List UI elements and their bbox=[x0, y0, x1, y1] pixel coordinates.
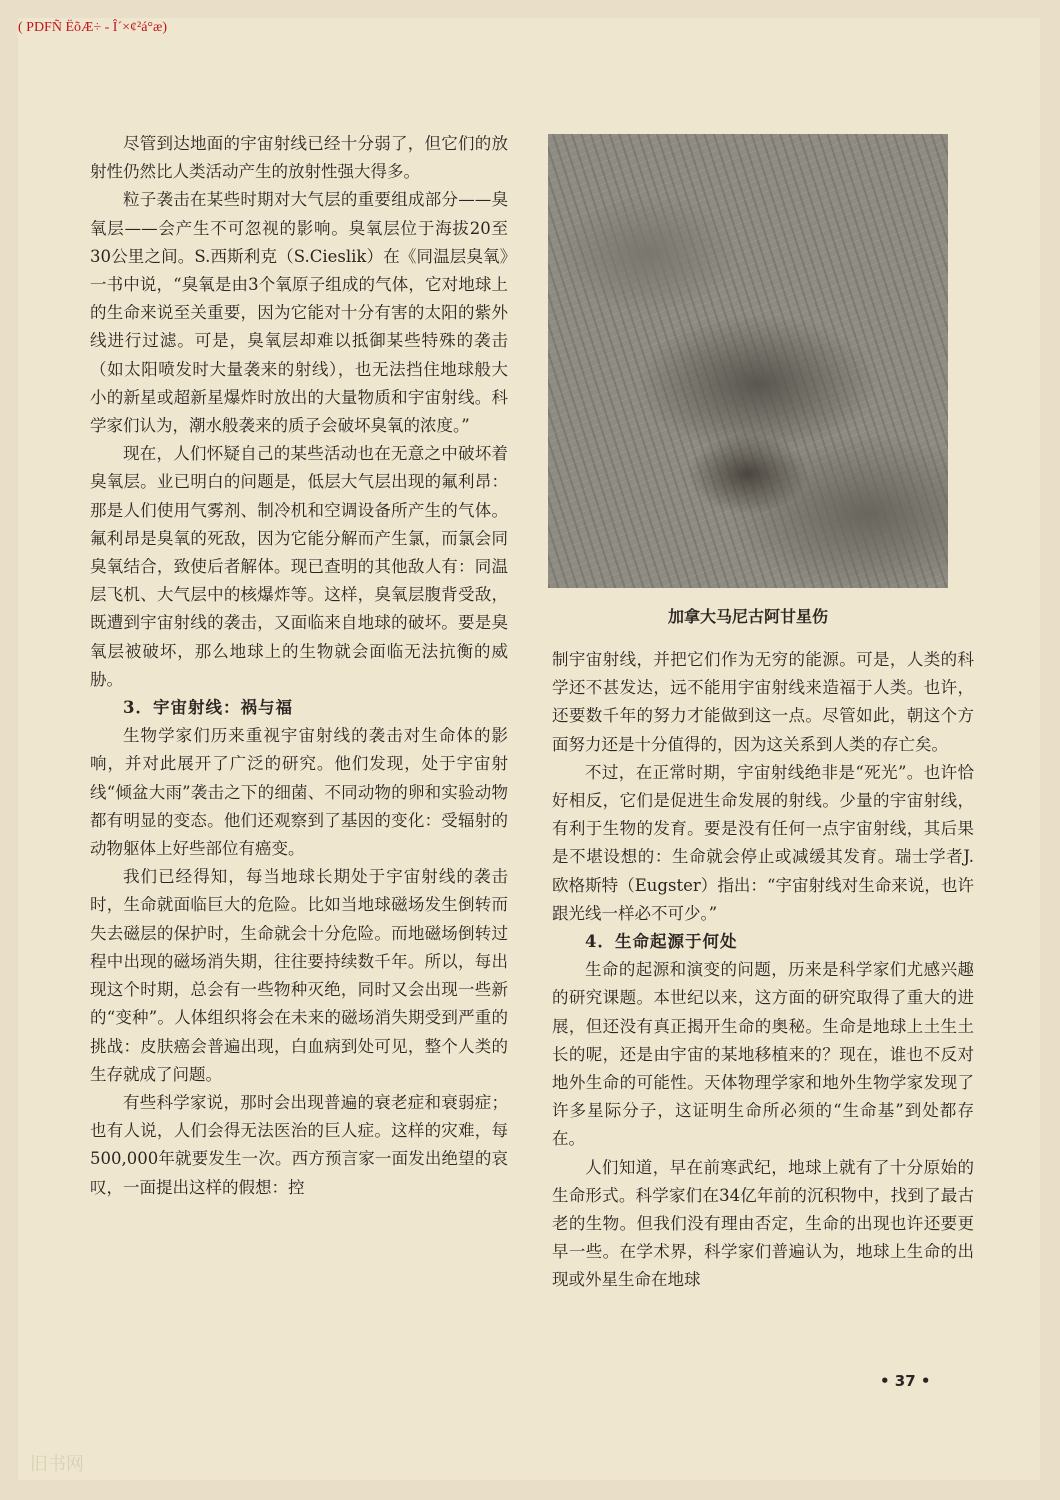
paragraph: 生物学家们历来重视宇宙射线的袭击对生命体的影响，并对此展开了广泛的研究。他们发现，处于宇宙射线“倾盆大雨”袭击之下的细菌、不同动物的卵和实验动物都有明显的变态。他们还观察到了基因的变化：受辐射的动物躯体上好些部位有癌变。 bbox=[90, 726, 508, 859]
right-text-column bbox=[552, 646, 974, 1295]
crater-photo bbox=[548, 134, 948, 588]
paragraph: 我们已经得知，每当地球长期处于宇宙射线的袭击时，生命就面临巨大的危险。比如当地球磁场发生倒转而失去磁层的保护时，生命就会十分危险。而地磁场倒转过程中出现的磁场消失期，往往要持续数千年。所以，每出现这个时期，总会有一些物种灭绝，同时又会出现一些新的“变种”。人体组织将会在未来的磁场消失期受到严重的挑战：皮肤癌会普遍出现，白血病到处可见，整个人类的生存就成了问题。 bbox=[90, 867, 508, 1084]
paragraph: 不过，在正常时期，宇宙射线绝非是“死光”。也许恰好相反，它们是促进生命发展的射线。少量的宇宙射线，有利于生物的发育。要是没有任何一点宇宙射线，其后果是不堪设想的：生命就会停止或减缓其发育。瑞士学者J.欧格斯特（Eugster）指出：“宇宙射线对生命来说，也许跟光线一样必不可少。” bbox=[552, 762, 974, 923]
footer-watermark: 旧书网 bbox=[30, 1454, 84, 1475]
left-text-column bbox=[90, 130, 508, 1202]
photo-caption: 加拿大马尼古阿甘星伤 bbox=[667, 607, 828, 626]
paragraph: 尽管到达地面的宇宙射线已经十分弱了，但它们的放射性仍然比人类活动产生的放射性强大得多。 bbox=[90, 134, 508, 182]
pdf-watermark: ( PDFÑ ËõÆ÷ - Î´×¢²á°æ) bbox=[18, 20, 168, 35]
paragraph: 粒子袭击在某些时期对大气层的重要组成部分——臭氧层——会产生不可忽视的影响。臭氧层位于海拔20至30公里之间。S.西斯利克（S.Cieslik）在《同温层臭氧》一书中说，“臭氧是由3个氧原子组成的气体，它对地球上的生命来说至关重要，因为它能对十分有害的太阳的紫外线进行过滤。可是，臭氧层却难以抵御某些特殊的袭击（如太阳喷发时大量袭来的射线），也无法挡住地球般大小的新星或超新星爆炸时放出的大量物质和宇宙射线。科学家们认为，潮水般袭来的质子会破坏臭氧的浓度。” bbox=[90, 190, 508, 436]
paragraph: 人们知道，早在前寒武纪，地球上就有了十分原始的生命形式。科学家们在34亿年前的沉积物中，找到了最古老的生物。但我们没有理由否定，生命的出现也许还要更早一些。在学术界，科学家们普遍认为，地球上生命的出现或外星生命在地球 bbox=[552, 1157, 974, 1290]
page-number: • 37 • bbox=[880, 1372, 931, 1390]
paragraph: 生命的起源和演变的问题，历来是科学家们尤感兴趣的研究课题。本世纪以来，这方面的研究取得了重大的进展，但还没有真正揭开生命的奥秘。生命是地球上土生土长的呢，还是由宇宙的某地移植来的？现在，谁也不反对地外生命的可能性。天体物理学家和地外生物学家发现了许多星际分子，这证明生命所必须的“生命基”到处都存在。 bbox=[552, 960, 974, 1149]
paragraph: 制宇宙射线，并把它们作为无穷的能源。可是，人类的科学还不甚发达，远不能用宇宙射线来造福于人类。也许，还要数千年的努力才能做到这一点。尽管如此，朝这个方面努力还是十分值得的，因为这关系到人类的存亡矣。 bbox=[552, 650, 974, 754]
section-heading-3: 3．宇宙射线：祸与福 bbox=[123, 698, 293, 718]
paragraph: 现在，人们怀疑自己的某些活动也在无意之中破坏着臭氧层。业已明白的问题是，低层大气层出现的氟利昂：那是人们使用气雾剂、制冷机和空调设备所产生的气体。氟利昂是臭氧的死敌，因为它能分解而产生氯，而氯会同臭氧结合，致使后者解体。现已查明的其他敌人有：同温层飞机、大气层中的核爆炸等。这样，臭氧层腹背受敌，既遭到宇宙射线的袭击，又面临来自地球的破坏。要是臭氧层被破坏，那么地球上的生物就会面临无法抗衡的威胁。 bbox=[90, 444, 508, 689]
section-heading-4: 4．生命起源于何处 bbox=[585, 932, 738, 952]
paragraph: 有些科学家说，那时会出现普遍的衰老症和衰弱症；也有人说，人们会得无法医治的巨人症。这样的灾难，每500,000年就要发生一次。西方预言家一面发出绝望的哀叹，一面提出这样的假想：控 bbox=[90, 1092, 508, 1197]
